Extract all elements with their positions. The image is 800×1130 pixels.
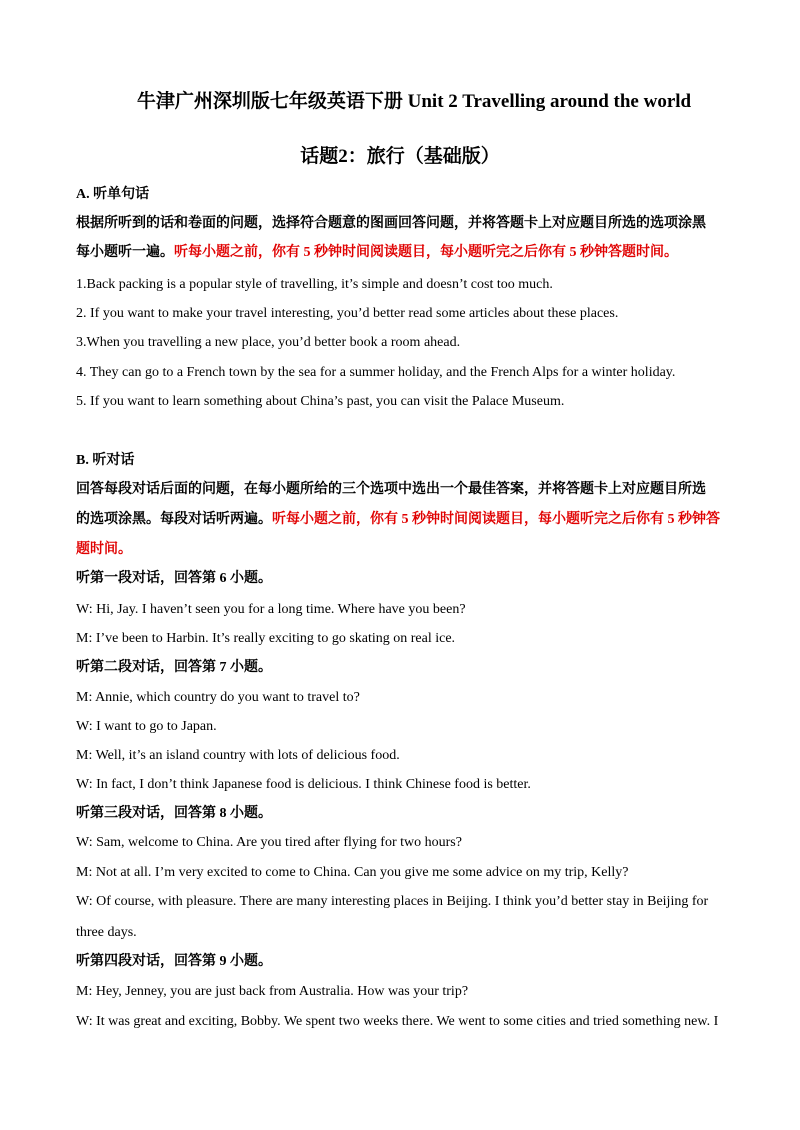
section-b-instruction-line2: [76, 511, 726, 529]
sentence-2: 2. If you want to make your travel interesting, you’d better read some articles about these places.: [76, 306, 619, 321]
dialogue-4-line-1: M: Hey, Jenney, you are just back from Australia. How was your trip?: [76, 984, 469, 999]
dialogue-4-line-2: W: It was great and exciting, Bobby. We spent two weeks there. We went to some cities and tried something new. I: [76, 1014, 719, 1029]
document-subtitle: 话题2：旅行（基础版）: [300, 146, 500, 167]
dialogue-3-line-4: three days.: [76, 925, 137, 940]
dialogue-3-line-2: M: Not at all. I’m very excited to come to China. Can you give me some advice on my trip, Kelly?: [76, 865, 629, 880]
sentence-4: 4. They can go to a French town by the sea for a summer holiday, and the French Alps for a winter holiday.: [76, 365, 676, 380]
section-b-heading: B. 听对话: [76, 453, 135, 468]
sentence-5: 5. If you want to learn something about China’s past, you can visit the Palace Museum.: [76, 394, 565, 409]
section-b-instruction-red-line3: 题时间。: [76, 542, 132, 557]
section-b-instruction-red: 听每小题之前，你有 5 秒钟时间阅读题目，每小题听完之后你有 5 秒钟答: [272, 512, 720, 527]
dialogue-2-line-3: M: Well, it’s an island country with lots of delicious food.: [76, 748, 400, 763]
sentence-1: 1.Back packing is a popular style of travelling, it’s simple and doesn’t cost too much.: [76, 277, 553, 292]
dialogue-4-heading: 听第四段对话，回答第 9 小题。: [76, 954, 272, 969]
section-a-instruction-plain: 每小题听一遍。: [76, 245, 174, 260]
section-b-instruction: 回答每段对话后面的问题，在每小题所给的三个选项中选出一个最佳答案，并将答题卡上对应题目所选: [76, 482, 706, 497]
sentence-3: 3.When you travelling a new place, you’d better book a room ahead.: [76, 335, 461, 350]
dialogue-1-heading: 听第一段对话，回答第 6 小题。: [76, 571, 272, 586]
dialogue-2-line-4: W: In fact, I don’t think Japanese food is delicious. I think Chinese food is better.: [76, 777, 531, 792]
dialogue-2-line-1: M: Annie, which country do you want to travel to?: [76, 690, 360, 705]
section-a-instruction: 根据所听到的话和卷面的问题，选择符合题意的图画回答问题，并将答题卡上对应题目所选的选项涂黑: [76, 216, 706, 231]
section-a-instruction-line2: [76, 244, 726, 262]
dialogue-2-heading: 听第二段对话，回答第 7 小题。: [76, 660, 272, 675]
document-title: 牛津广州深圳版七年级英语下册 Unit 2 Travelling around the world: [136, 91, 692, 112]
dialogue-3-line-3: W: Of course, with pleasure. There are many interesting places in Beijing. I think you’d better stay in Beijing for: [76, 894, 709, 909]
dialogue-2-line-2: W: I want to go to Japan.: [76, 719, 217, 734]
dialogue-1-line-1: W: Hi, Jay. I haven’t seen you for a long time. Where have you been?: [76, 602, 466, 617]
dialogue-3-heading: 听第三段对话，回答第 8 小题。: [76, 806, 272, 821]
section-a-heading: A. 听单句话: [76, 187, 150, 202]
dialogue-3-line-1: W: Sam, welcome to China. Are you tired after flying for two hours?: [76, 835, 462, 850]
section-b-instruction-plain: 的选项涂黑。每段对话听两遍。: [76, 512, 272, 527]
dialogue-1-line-2: M: I’ve been to Harbin. It’s really exciting to go skating on real ice.: [76, 631, 456, 646]
section-a-instruction-red: 听每小题之前，你有 5 秒钟时间阅读题目，每小题听完之后你有 5 秒钟答题时间。: [174, 245, 678, 260]
